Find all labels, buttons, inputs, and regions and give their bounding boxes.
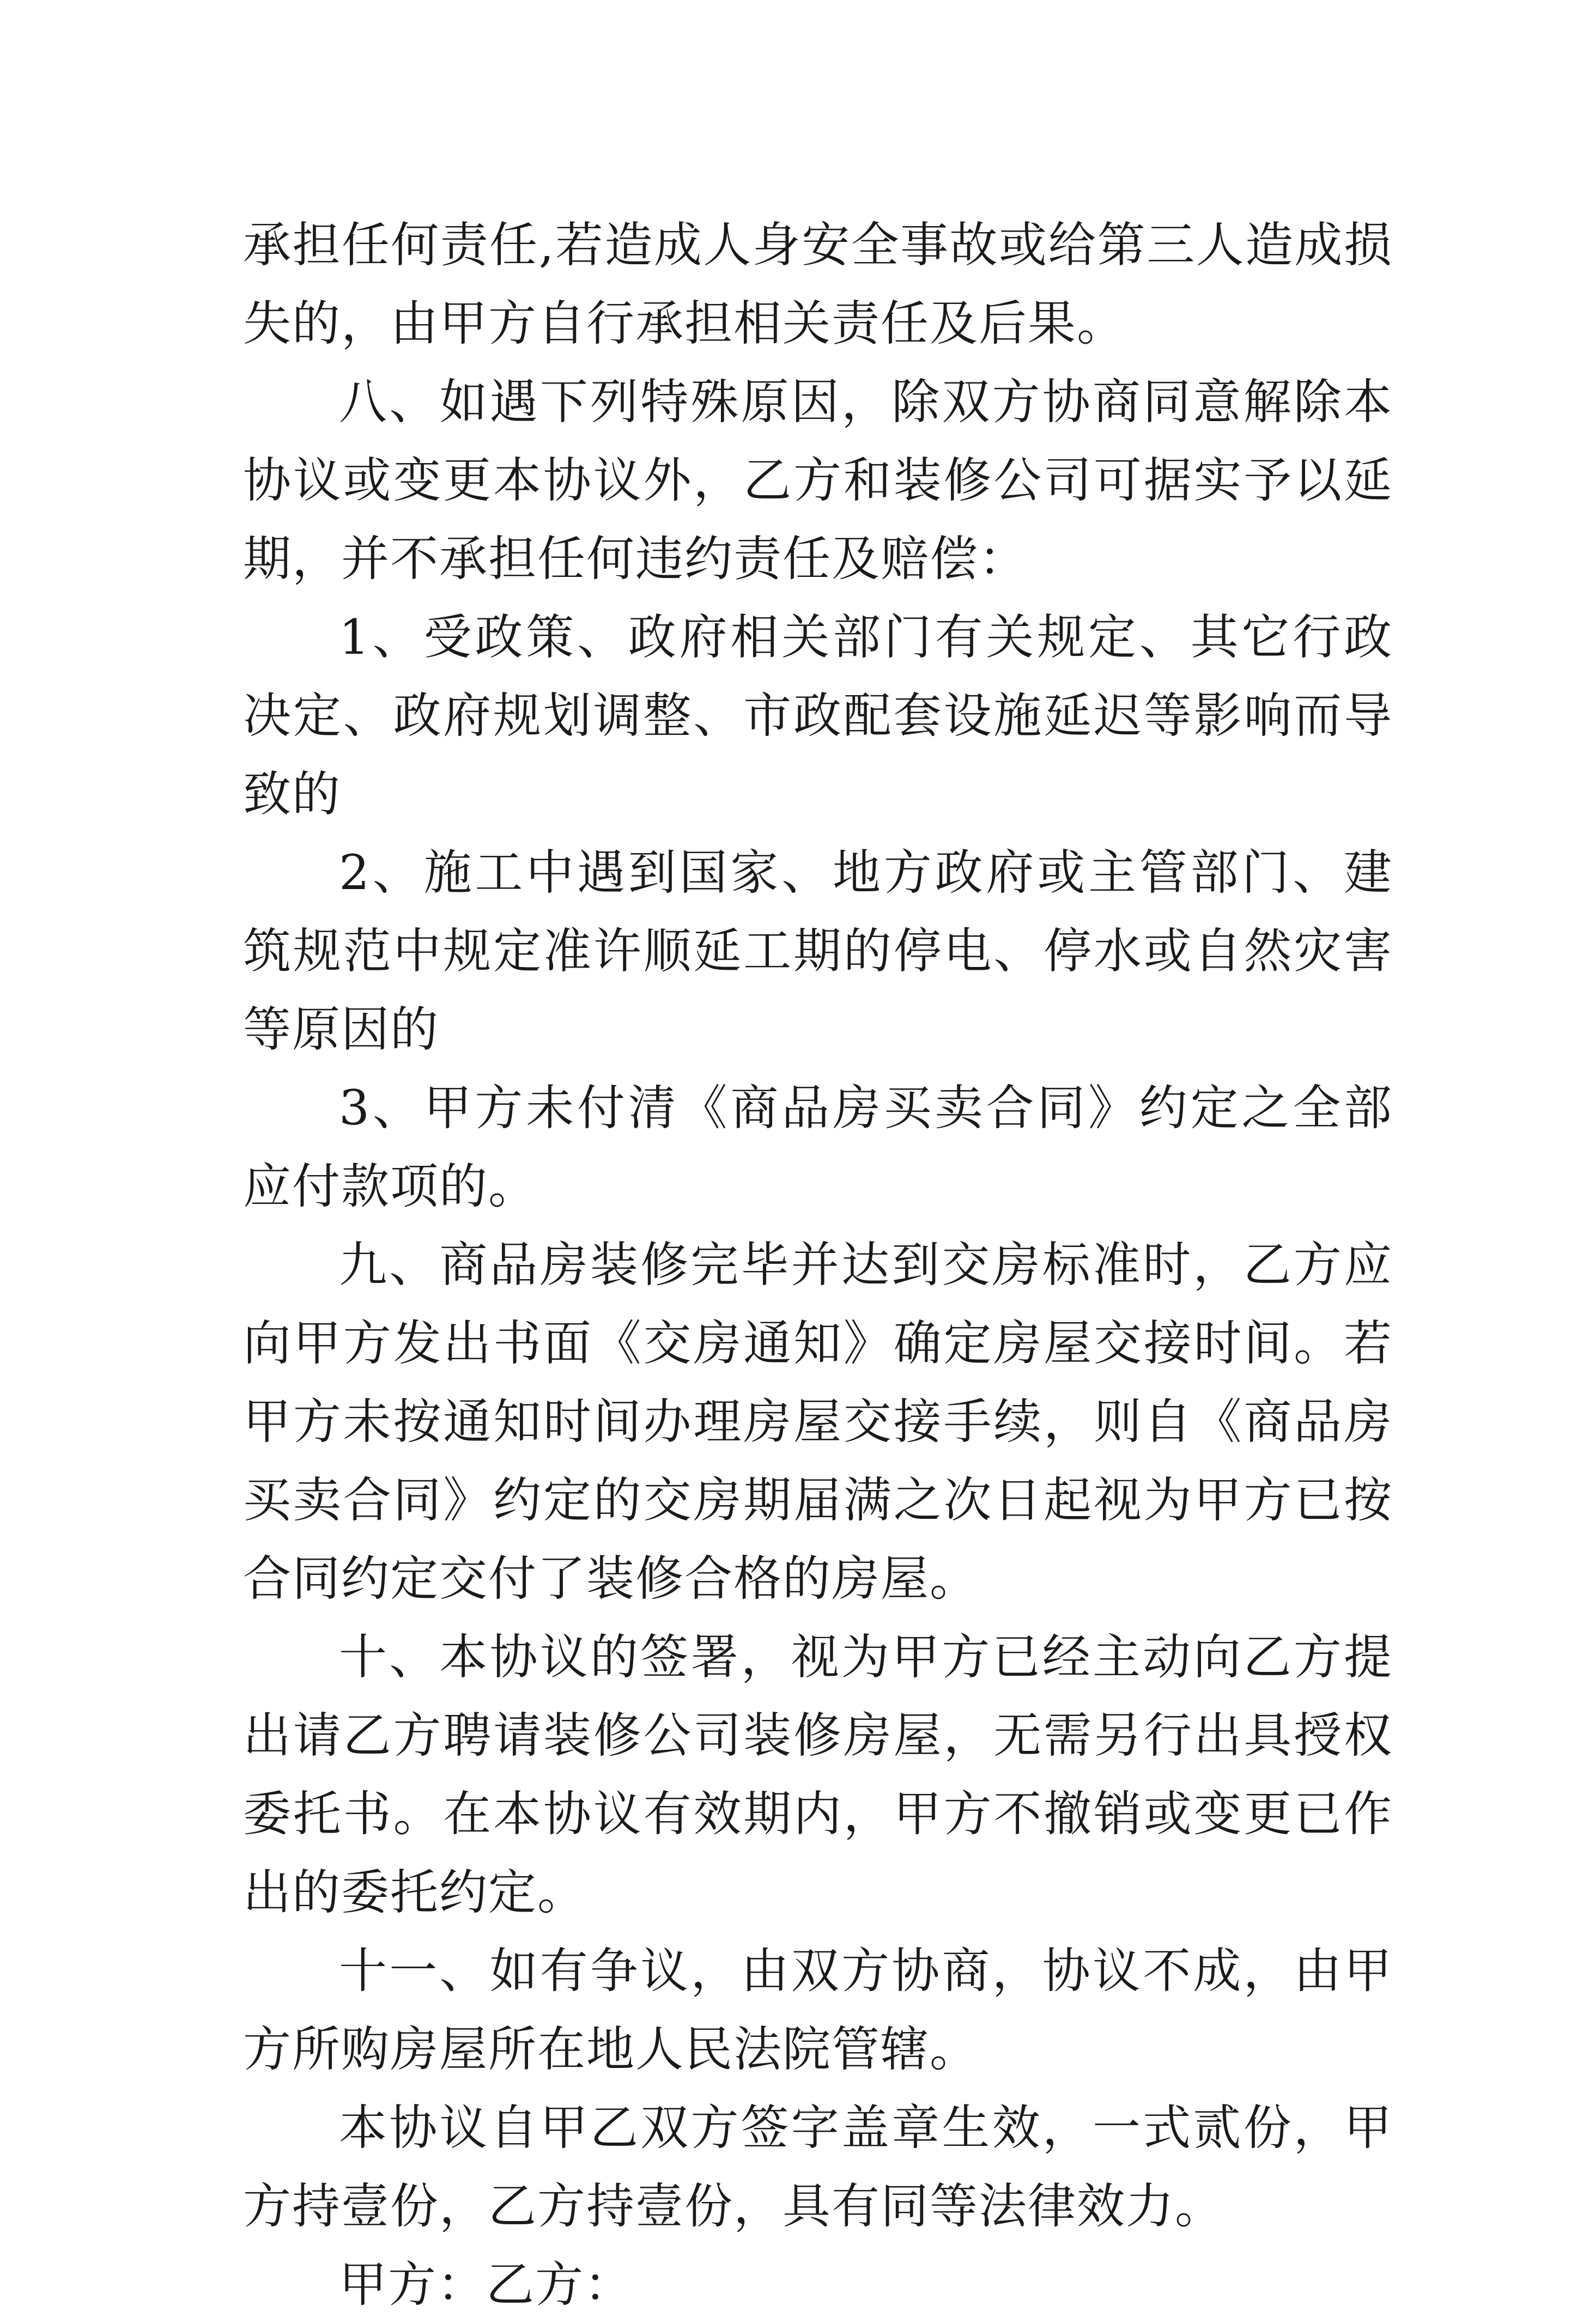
paragraph-clause-9: 九、商品房装修完毕并达到交房标准时，乙方应向甲方发出书面《交房通知》确定房屋交接时间。若甲方未按通知时间办理房屋交接手续，则自《商品房买卖合同》约定的交房期届满之次日起视为甲方已按合同约定交付了装修合格的房屋。 bbox=[243, 1237, 1393, 1607]
paragraph-item-3: 3、甲方未付清《商品房买卖合同》约定之全部应付款项的。 bbox=[243, 1080, 1393, 1214]
paragraph-effectiveness: 本协议自甲乙双方签字盖章生效，一式贰份，甲方持壹份，乙方持壹份，具有同等法律效力。 bbox=[243, 2100, 1393, 2234]
paragraph-item-1: 1、受政策、政府相关部门有关规定、其它行政决定、政府规划调整、市政配套设施延迟等影响而导致的 bbox=[243, 609, 1393, 822]
paragraph-item-2: 2、施工中遇到国家、地方政府或主管部门、建筑规范中规定准许顺延工期的停电、停水或自然灾害等原因的 bbox=[243, 844, 1393, 1057]
paragraph-clause-11: 十一、如有争议，由双方协商，协议不成，由甲方所购房屋所在地人民法院管辖。 bbox=[243, 1943, 1393, 2077]
paragraph-clause-10: 十、本协议的签署，视为甲方已经主动向乙方提出请乙方聘请装修公司装修房屋，无需另行出具授权委托书。在本协议有效期内，甲方不撤销或变更已作出的委托约定。 bbox=[243, 1629, 1393, 1920]
signature-line: 甲方：乙方： bbox=[339, 2256, 634, 2313]
document-body bbox=[243, 206, 1393, 2324]
paragraph-continuation: 承担任何责任,若造成人身安全事故或给第三人造成损失的，由甲方自行承担相关责任及后果。 bbox=[243, 217, 1393, 351]
paragraph-clause-8: 八、如遇下列特殊原因，除双方协商同意解除本协议或变更本协议外，乙方和装修公司可据实予以延期，并不承担任何违约责任及赔偿： bbox=[243, 374, 1393, 587]
